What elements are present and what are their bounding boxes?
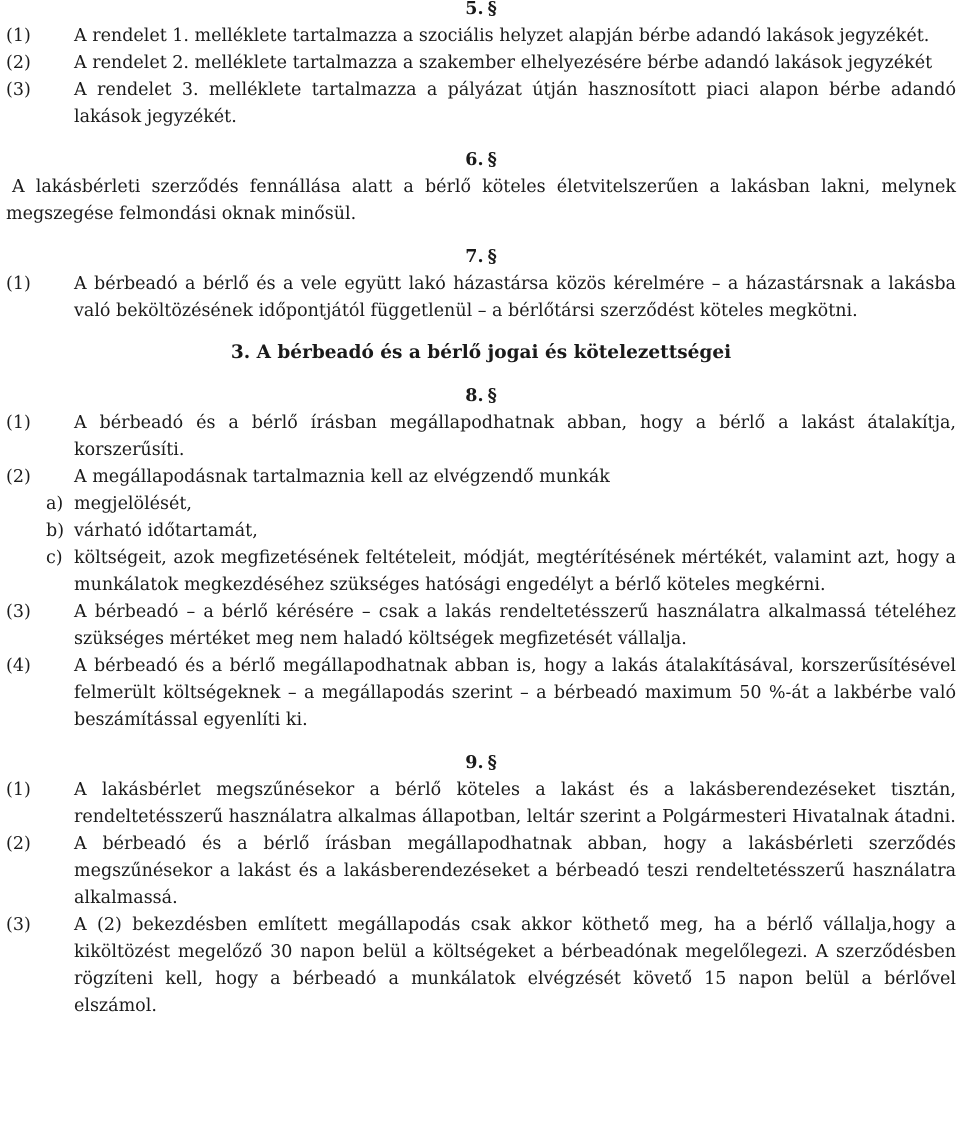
section-sign: §	[487, 386, 497, 406]
section-number: 5.	[465, 0, 484, 19]
section-8-paragraph-2	[6, 464, 956, 491]
section-sign: §	[487, 0, 497, 19]
paragraph-number: (3)	[6, 80, 31, 100]
list-text: költségeit, azok megfizetésének feltételeit, módját, megtérítésének mértékét, valamint azt, hogy a munkálatok megkezdéséhez szükséges hatósági engedélyt a bérlő köteles megkérni.	[74, 548, 956, 595]
paragraph-text: A rendelet 3. melléklete tartalmazza a pályázat útján hasznosított piaci alapon bérbe adandó lakások jegyzékét.	[74, 80, 956, 127]
section-5-paragraph-1	[6, 23, 956, 50]
paragraph-number: (4)	[6, 656, 31, 676]
paragraph-number: (1)	[6, 274, 31, 294]
section-7-paragraph-1	[6, 271, 956, 325]
section-8-paragraph-1	[6, 410, 956, 464]
paragraph-text: A bérbeadó és a bérlő megállapodhatnak abban is, hogy a lakás átalakításával, korszerűsítésével felmerült költségeknek – a megállapodás szerint – a bérbeadó maximum 50 %-át a lakbérbe való beszámítással egyenlíti ki.	[74, 656, 956, 730]
list-label: a)	[46, 494, 64, 514]
section-6-text: A lakásbérleti szerződés fennállása alatt a bérlő köteles életvitelszerűen a lakásban lakni, melynek megszegése felmondási oknak minősül.	[6, 177, 956, 224]
section-number: 6.	[465, 150, 484, 170]
section-5-paragraph-3	[6, 77, 956, 131]
paragraph-number: (1)	[6, 26, 31, 46]
document-page	[6, 0, 956, 1020]
paragraph-text: A bérbeadó és a bérlő írásban megállapodhatnak abban, hogy a lakásbérleti szerződés megszűnésekor a lakást és a lakásberendezéseket a bérbeadó teszi rendeltetésszerű használatra alkalmassá.	[74, 834, 956, 908]
section-sign: §	[487, 753, 497, 773]
paragraph-text: A bérbeadó a bérlő és a vele együtt lakó házastársa közös kérelmére – a házastársnak a lakásba való beköltözésének időpontjától függetlenül – a bérlőtársi szerződést köteles megkötni.	[74, 274, 956, 321]
paragraph-number: (2)	[6, 834, 31, 854]
section-8-heading	[6, 383, 956, 410]
paragraph-text: A (2) bekezdésben említett megállapodás csak akkor köthető meg, ha a bérlő vállalja,hogy a kiköltözést megelőző 30 napon belül a költségeket a bérbeadónak megelőlegezi. A szerződésben rögzíteni kell, hogy a bérbeadó a munkálatok elvégzését követő 15 napon belül a bérlővel elszámol.	[74, 915, 956, 1016]
chapter-title: 3. A bérbeadó és a bérlő jogai és kötelezettségei	[230, 342, 732, 363]
paragraph-number: (2)	[6, 53, 31, 73]
paragraph-number: (3)	[6, 915, 31, 935]
paragraph-text: A rendelet 1. melléklete tartalmazza a szociális helyzet alapján bérbe adandó lakások jegyzékét.	[74, 26, 930, 46]
section-9-paragraph-1	[6, 777, 956, 831]
paragraph-number: (3)	[6, 602, 31, 622]
section-number: 7.	[465, 247, 484, 267]
list-text: várható időtartamát,	[74, 521, 258, 541]
section-9-heading	[6, 750, 956, 777]
section-9-paragraph-2	[6, 831, 956, 912]
paragraph-number: (1)	[6, 413, 31, 433]
list-label: b)	[46, 521, 65, 541]
paragraph-number: (2)	[6, 467, 31, 487]
section-number: 9.	[465, 753, 484, 773]
section-sign: §	[487, 247, 497, 267]
paragraph-number: (1)	[6, 780, 31, 800]
section-5-heading	[6, 0, 956, 23]
paragraph-text: A rendelet 2. melléklete tartalmazza a szakember elhelyezésére bérbe adandó lakások jegyzékét	[74, 53, 933, 73]
section-8-paragraph-4	[6, 653, 956, 734]
section-5-paragraph-2	[6, 50, 956, 77]
section-8-paragraph-3	[6, 599, 956, 653]
section-6-heading	[6, 147, 956, 174]
section-sign: §	[487, 150, 497, 170]
paragraph-text: A bérbeadó – a bérlő kérésére – csak a lakás rendeltetésszerű használatra alkalmassá tételéhez szükséges mértéket meg nem haladó költségek megfizetését vállalja.	[74, 602, 956, 649]
list-item-c	[6, 545, 956, 599]
list-label: c)	[46, 548, 63, 568]
paragraph-text: A bérbeadó és a bérlő írásban megállapodhatnak abban, hogy a bérlő a lakást átalakítja, korszerűsíti.	[74, 413, 956, 460]
list-item-a	[6, 491, 956, 518]
paragraph-text: A megállapodásnak tartalmaznia kell az elvégzendő munkák	[74, 467, 610, 487]
section-9-paragraph-3	[6, 912, 956, 1020]
section-number: 8.	[465, 386, 484, 406]
paragraph-text: A lakásbérlet megszűnésekor a bérlő köteles a lakást és a lakásberendezéseket tisztán, rendeltetésszerű használatra alkalmas állapotban, leltár szerint a Polgármesteri Hivatalnak átadni.	[74, 780, 956, 827]
list-text: megjelölését,	[74, 494, 192, 514]
section-7-heading	[6, 244, 956, 271]
list-item-b	[6, 518, 956, 545]
